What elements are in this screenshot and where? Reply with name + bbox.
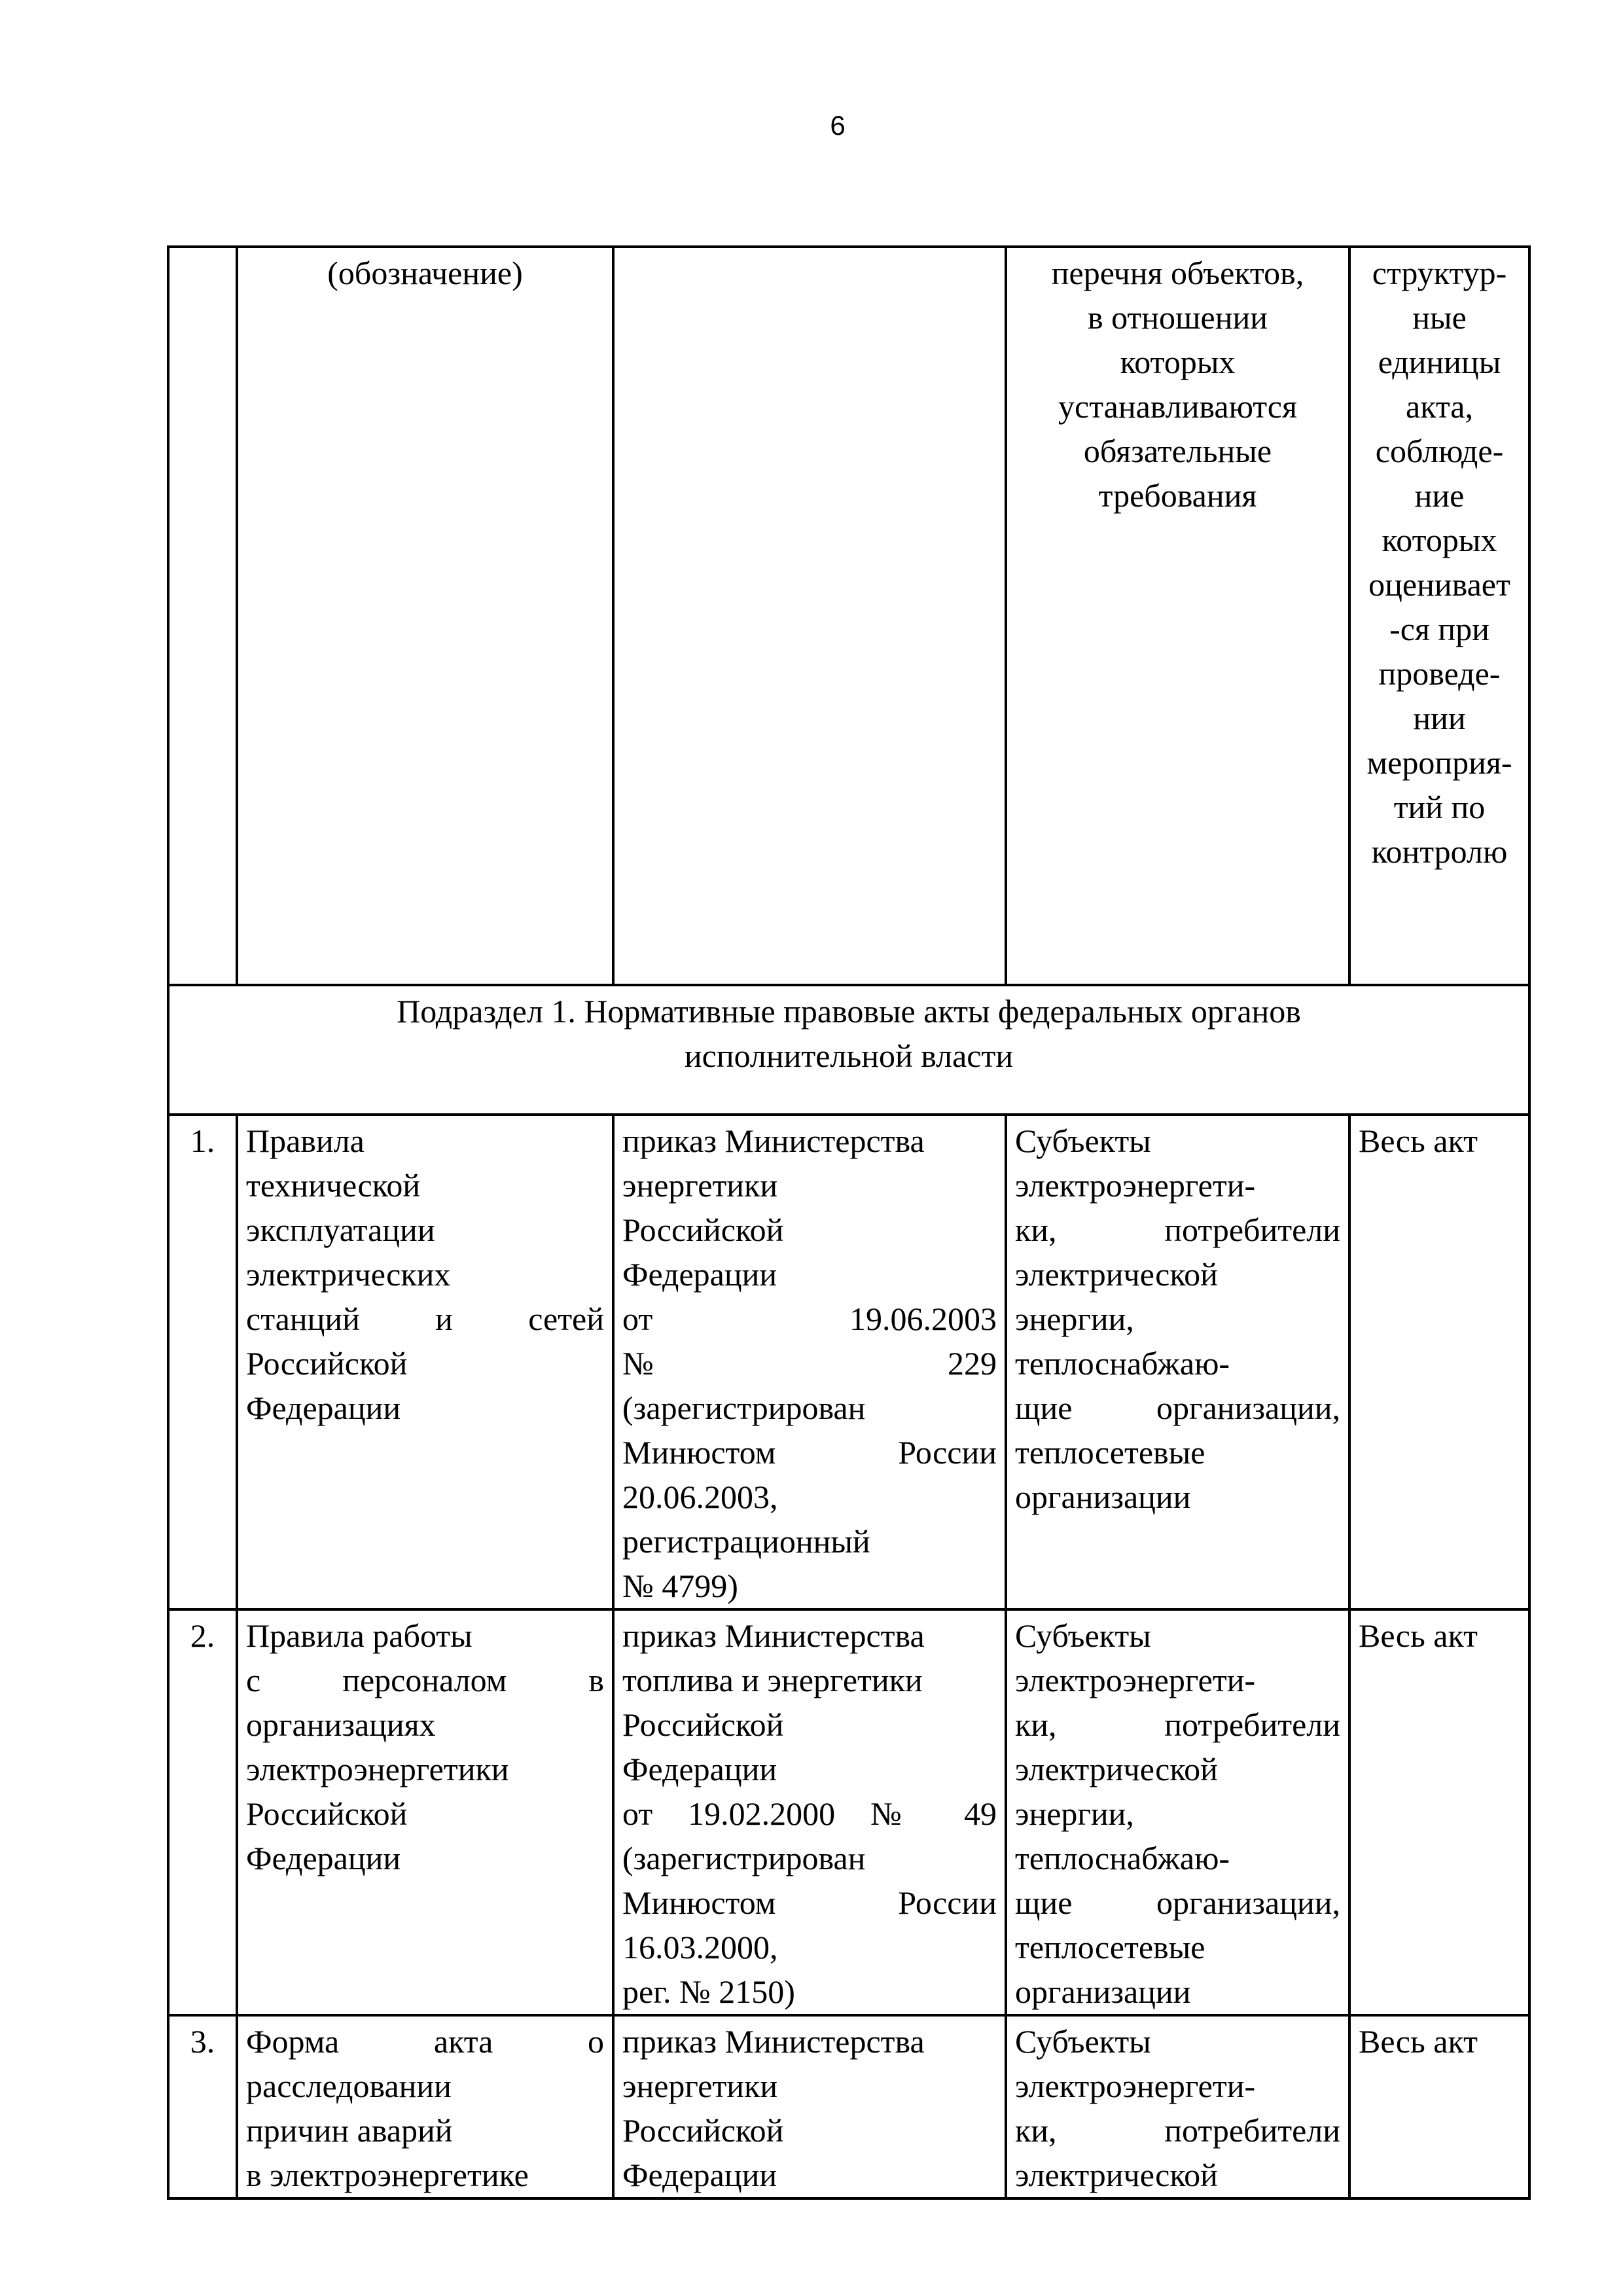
act-name-line: расследовании (246, 2068, 452, 2104)
act-name-cell (237, 1609, 613, 2015)
header-subjects-line: в отношении (1087, 299, 1268, 336)
subjects-line: электроэнергети- (1015, 2068, 1256, 2104)
act-details-line: 16.03.2000, (622, 1929, 778, 1965)
act-details-line: от 19.02.2000 № 49 (622, 1795, 997, 1832)
act-name-line: Российской (246, 1795, 408, 1832)
subjects-line: щие организации, (1015, 1390, 1340, 1426)
row-number: 2. (168, 1609, 237, 2015)
subjects-line: теплосетевые (1015, 1434, 1205, 1471)
act-name-cell (237, 2015, 613, 2198)
act-name-line: с персоналом в (246, 1662, 604, 1698)
act-details-line: приказ Министерства (622, 2023, 925, 2060)
header-subjects-line: устанавливаются (1058, 388, 1297, 425)
act-name-line: Российской (246, 1345, 408, 1382)
subjects-line: теплосетевые (1015, 1929, 1205, 1965)
header-units-line: нии (1413, 700, 1466, 736)
subjects-line: Субъекты (1015, 2023, 1151, 2060)
act-name-line: Федерации (246, 1390, 401, 1426)
subjects-line: электрической (1015, 1256, 1218, 1293)
act-details-line: Российской (622, 1706, 784, 1743)
subjects-line: электроэнергети- (1015, 1662, 1256, 1698)
act-name-line: Правила (246, 1122, 365, 1159)
act-name-line: электрических (246, 1256, 451, 1293)
header-units-line: оценивает (1368, 566, 1510, 603)
row-number: 1. (168, 1115, 237, 1609)
act-name-cell (237, 1115, 613, 1609)
header-units-line: ные (1412, 299, 1467, 336)
header-act-cell (613, 247, 1006, 985)
subjects-cell (1006, 1609, 1349, 2015)
act-details-line: рег. № 2150) (622, 1973, 795, 2010)
units-value: Весь акт (1359, 1122, 1478, 1159)
section-row (168, 985, 1529, 1115)
header-units-line: тий по (1393, 789, 1486, 825)
act-details-line: регистрационный (622, 1523, 870, 1560)
units-cell (1349, 2015, 1529, 2198)
act-name-line: станций и сетей (246, 1300, 604, 1337)
header-units-line: -ся при (1389, 611, 1489, 647)
header-subjects-line: которых (1120, 344, 1236, 380)
act-details-line: № 4799) (622, 1568, 738, 1604)
act-details-cell (613, 1609, 1006, 2015)
subjects-line: электрической (1015, 1751, 1218, 1787)
subjects-cell (1006, 2015, 1349, 2198)
page-number: 6 (830, 110, 846, 141)
header-units-line: структур- (1372, 255, 1507, 291)
act-details-line: № 229 (622, 1345, 997, 1382)
units-value: Весь акт (1359, 1617, 1478, 1654)
header-subjects-cell (1006, 247, 1349, 985)
act-details-cell (613, 1115, 1006, 1609)
act-details-line: от 19.06.2003 (622, 1300, 997, 1337)
header-units-line: ние (1414, 477, 1465, 514)
subjects-line: Субъекты (1015, 1617, 1151, 1654)
subjects-line: энергии, (1015, 1795, 1134, 1832)
subjects-cell (1006, 1115, 1349, 1609)
header-name-cell (237, 247, 613, 985)
table-row (168, 2015, 1529, 2198)
header-subjects-line: требования (1098, 477, 1257, 514)
section-title-line: Подраздел 1. Нормативные правовые акты федеральных органов (397, 993, 1301, 1030)
table-row (168, 1609, 1529, 2015)
act-name-line: технической (246, 1167, 421, 1204)
subjects-line: теплоснабжаю- (1015, 1345, 1230, 1382)
act-details-line: Минюстом России (622, 1884, 997, 1921)
units-cell (1349, 1115, 1529, 1609)
header-units-line: проведе- (1378, 655, 1501, 692)
subjects-line: ки, потребители (1015, 2112, 1340, 2149)
subjects-line: электрической (1015, 2157, 1218, 2193)
header-units-line: контролю (1371, 833, 1508, 870)
act-name-line: электроэнергетики (246, 1751, 509, 1787)
act-details-line: приказ Министерства (622, 1122, 925, 1159)
act-details-line: Минюстом России (622, 1434, 997, 1471)
subjects-line: организации (1015, 1973, 1191, 2010)
subjects-line: щие организации, (1015, 1884, 1340, 1921)
table-row (168, 1115, 1529, 1609)
header-units-line: акта, (1406, 388, 1473, 425)
section-title-line: исполнительной власти (684, 1037, 1014, 1074)
act-details-line: приказ Министерства (622, 1617, 925, 1654)
requirements-table (167, 245, 1531, 2200)
act-details-line: 20.06.2003, (622, 1479, 778, 1515)
act-details-line: топлива и энергетики (622, 1662, 923, 1698)
header-units-line: соблюде- (1375, 433, 1504, 469)
header-units-line: мероприя- (1366, 744, 1512, 781)
act-details-line: (зарегистрирован (622, 1840, 866, 1876)
act-name-line: причин аварий (246, 2112, 453, 2149)
subjects-line: ки, потребители (1015, 1211, 1340, 1248)
table-header-row (168, 247, 1529, 985)
subjects-line: ки, потребители (1015, 1706, 1340, 1743)
header-units-line: единицы (1378, 344, 1501, 380)
act-details-line: Федерации (622, 1751, 777, 1787)
act-name-line: эксплуатации (246, 1211, 435, 1248)
subjects-line: теплоснабжаю- (1015, 1840, 1230, 1876)
act-details-cell (613, 2015, 1006, 2198)
act-details-line: Российской (622, 2112, 784, 2149)
act-name-line: организациях (246, 1706, 436, 1743)
units-value: Весь акт (1359, 2023, 1478, 2060)
units-cell (1349, 1609, 1529, 2015)
act-details-line: Российской (622, 1211, 784, 1248)
subjects-line: Субъекты (1015, 1122, 1151, 1159)
act-details-line: Федерации (622, 2157, 777, 2193)
section-title (168, 985, 1529, 1115)
act-name-line: в электроэнергетике (246, 2157, 529, 2193)
act-name-line: Правила работы (246, 1617, 473, 1654)
header-subjects-line: перечня объектов, (1051, 255, 1304, 291)
act-name-line: Форма акта о (246, 2023, 604, 2060)
header-subjects-line: обязательные (1083, 433, 1272, 469)
row-number: 3. (168, 2015, 237, 2198)
act-details-line: Федерации (622, 1256, 777, 1293)
subjects-line: организации (1015, 1479, 1191, 1515)
header-num-cell (168, 247, 237, 985)
header-units-line: которых (1382, 522, 1497, 558)
subjects-line: электроэнергети- (1015, 1167, 1256, 1204)
act-details-line: (зарегистрирован (622, 1390, 866, 1426)
act-name-line: Федерации (246, 1840, 401, 1876)
header-name-line: (обозначение) (327, 255, 523, 291)
subjects-line: энергии, (1015, 1300, 1134, 1337)
act-details-line: энергетики (622, 2068, 778, 2104)
header-units-cell (1349, 247, 1529, 985)
act-details-line: энергетики (622, 1167, 778, 1204)
